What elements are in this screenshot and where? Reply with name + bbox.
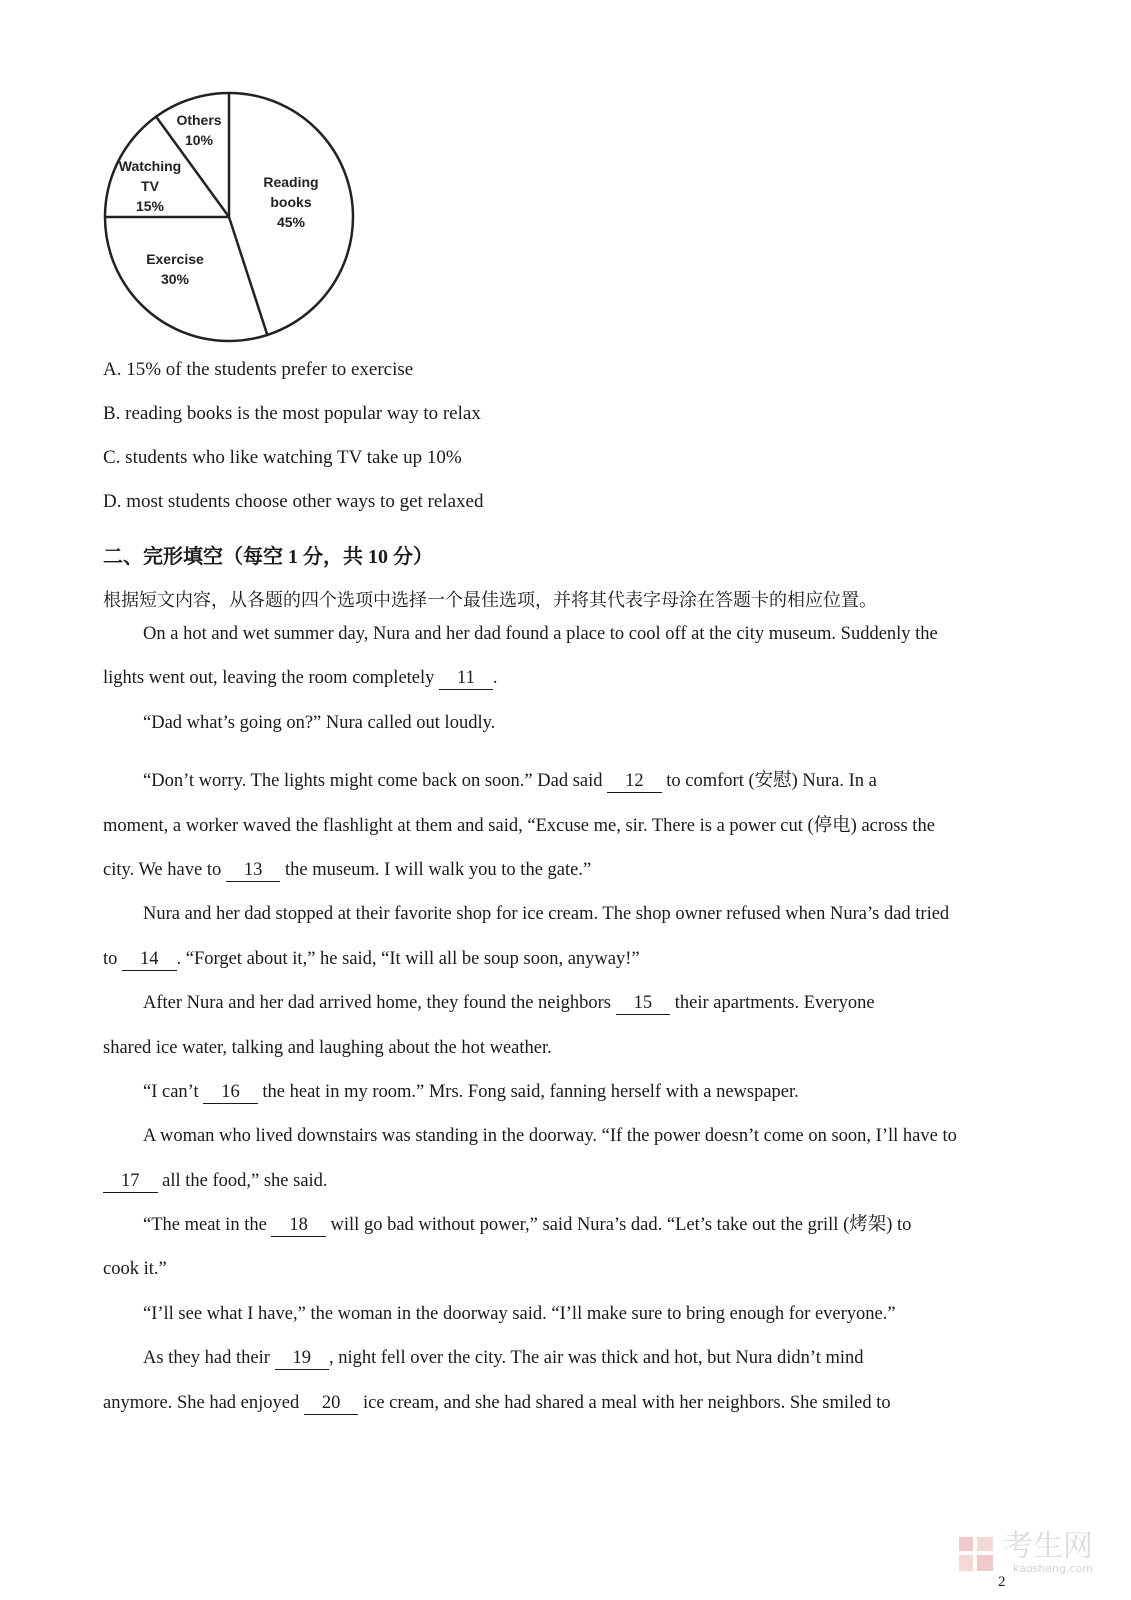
- pie-slice-label-line: Reading: [263, 174, 319, 190]
- passage-line: [103, 804, 1033, 848]
- passage-text: city. We have to: [103, 859, 226, 880]
- passage-line: [103, 1336, 1033, 1380]
- watermark-subtext: kaosheng.com: [1012, 1562, 1093, 1575]
- passage-line: [103, 701, 1033, 745]
- blank-20: 20: [304, 1392, 359, 1415]
- pie-slice-label-line: 15%: [135, 198, 165, 214]
- section-instruction: 根据短文内容，从各题的四个选项中选择一个最佳选项，并将其代表字母涂在答题卡的相应位置。: [103, 590, 877, 610]
- passage-line: [103, 1292, 1033, 1336]
- passage-line: [103, 759, 1033, 803]
- passage-text: “Don’t worry. The lights might come back on soon.” Dad said: [143, 771, 608, 792]
- passage-line: [103, 981, 1033, 1025]
- pie-slice-label-line: 30%: [160, 271, 190, 287]
- passage-line: [103, 1070, 1033, 1114]
- passage-line: [103, 848, 1033, 892]
- pie-slice-label-line: TV: [141, 178, 159, 194]
- section-title: 二、完形填空（每空 1 分，共 10 分）: [103, 546, 433, 568]
- option-a: A. 15% of the students prefer to exercise: [103, 359, 414, 380]
- passage-line: [103, 892, 1033, 936]
- watermark-text: 考生网: [1003, 1529, 1093, 1564]
- passage-text: “Dad what’s going on?” Nura called out loudly.: [143, 712, 496, 733]
- pie-slice-label-line: 10%: [184, 132, 214, 148]
- passage-text: On a hot and wet summer day, Nura and her dad found a place to cool off at the city museum. Suddenly the: [143, 624, 938, 644]
- passage-text: cook it.”: [103, 1259, 167, 1280]
- passage-text: “The meat in the: [143, 1215, 272, 1236]
- passage-text: lights went out, leaving the room completely: [103, 668, 440, 689]
- passage-text: “I’ll see what I have,” the woman in the doorway said. “I’ll make sure to bring enough for everyone.”: [143, 1303, 896, 1324]
- pie-chart: [98, 86, 360, 348]
- cloze-passage: [103, 612, 1033, 1425]
- passage-text: the museum. I will walk you to the gate.”: [280, 859, 592, 880]
- pie-slice-label-line: books: [270, 194, 312, 210]
- passage-line: [103, 612, 1033, 656]
- passage-line: [103, 1381, 1033, 1425]
- blank-14: 14: [122, 948, 177, 971]
- passage-text: After Nura and her dad arrived home, they found the neighbors: [143, 993, 616, 1014]
- passage-line: [103, 1114, 1033, 1158]
- option-b: B. reading books is the most popular way to relax: [103, 403, 481, 424]
- passage-text: their apartments. Everyone: [670, 993, 875, 1014]
- blank-19: 19: [275, 1347, 330, 1370]
- passage-text: all the food,” she said.: [157, 1170, 328, 1191]
- option-d: D. most students choose other ways to get relaxed: [103, 491, 484, 512]
- passage-text: moment, a worker waved the flashlight at them and said, “Excuse me, sir. There is a power cut (停电) across the: [103, 815, 935, 836]
- passage-line: [103, 937, 1033, 981]
- passage-line: [103, 656, 1033, 700]
- passage-line: [103, 1203, 1033, 1247]
- pie-slice-label-line: Watching: [118, 158, 182, 174]
- blank-18: 18: [271, 1214, 326, 1237]
- pie-slice-label-line: Exercise: [146, 251, 204, 267]
- passage-text: will go bad without power,” said Nura’s dad. “Let’s take out the grill (烤架) to: [325, 1215, 912, 1236]
- watermark: [957, 1529, 1093, 1575]
- passage-text: the heat in my room.” Mrs. Fong said, fanning herself with a newspaper.: [257, 1081, 799, 1102]
- passage-text: ice cream, and she had shared a meal with her neighbors. She smiled to: [358, 1392, 891, 1413]
- blank-11: 11: [439, 667, 493, 690]
- passage-text: shared ice water, talking and laughing about the hot weather.: [103, 1037, 552, 1058]
- passage-text: A woman who lived downstairs was standing in the doorway. “If the power doesn’t come on soon, I’ll have to: [143, 1126, 957, 1147]
- passage-text: “I can’t: [143, 1081, 204, 1102]
- passage-text: , night fell over the city. The air was thick and hot, but Nura didn’t mind: [329, 1348, 864, 1369]
- passage-text: to: [103, 948, 123, 969]
- blank-12: 12: [607, 770, 662, 793]
- passage-text: As they had their: [143, 1348, 275, 1369]
- passage-text: .: [492, 668, 498, 689]
- pie-slice-label-line: Others: [176, 112, 222, 128]
- passage-text: to comfort (安慰) Nura. In a: [661, 771, 877, 792]
- passage-line: [103, 1159, 1033, 1203]
- page-number: 2: [998, 1574, 1006, 1590]
- passage-text: . “Forget about it,” he said, “It will all be soup soon, anyway!”: [176, 948, 640, 969]
- pie-slice-label-line: 45%: [276, 214, 306, 230]
- blank-13: 13: [226, 859, 281, 882]
- passage-text: Nura and her dad stopped at their favorite shop for ice cream. The shop owner refused when Nura’s dad tried: [143, 904, 950, 925]
- answer-options: [103, 356, 483, 532]
- blank-15: 15: [616, 992, 671, 1015]
- blank-16: 16: [203, 1081, 258, 1104]
- option-c: C. students who like watching TV take up 10%: [103, 447, 462, 468]
- passage-text: anymore. She had enjoyed: [103, 1392, 304, 1413]
- watermark-logo-icon: [957, 1535, 995, 1573]
- passage-line: [103, 1026, 1033, 1070]
- blank-17: 17: [103, 1170, 158, 1193]
- passage-line: [103, 1247, 1033, 1291]
